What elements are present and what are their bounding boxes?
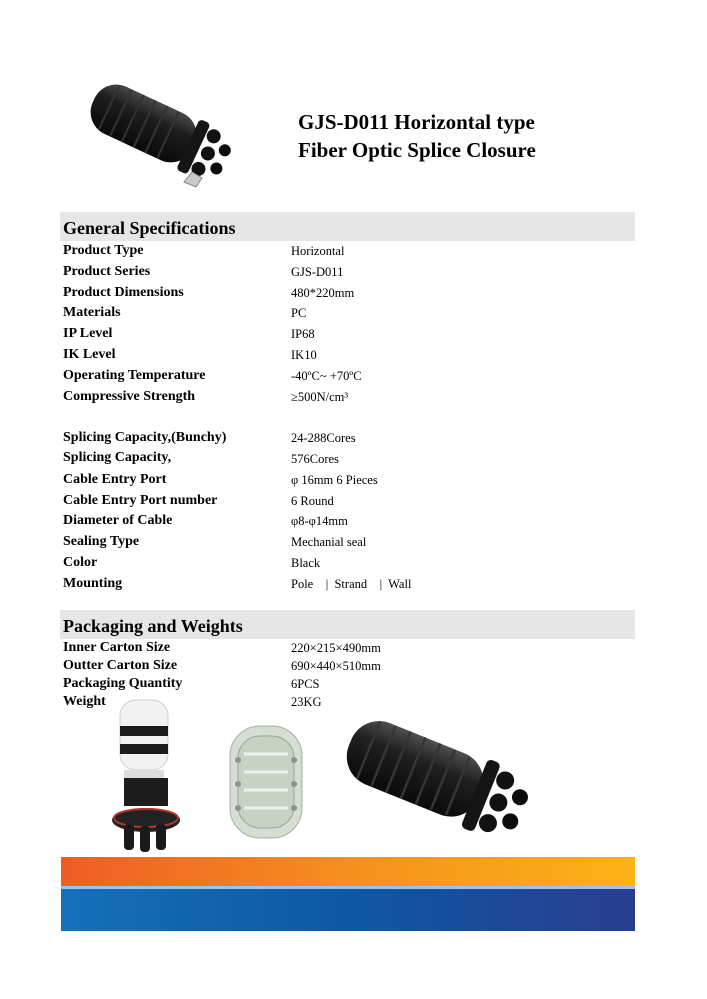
spec-label: Sealing Type bbox=[63, 534, 140, 549]
spec-value: ≥500N/cm³ bbox=[291, 390, 349, 404]
spec-label: IK Level bbox=[63, 347, 116, 362]
spec-value: 6PCS bbox=[291, 677, 320, 691]
spec-value: IP68 bbox=[291, 327, 315, 341]
title-line-2: Fiber Optic Splice Closure bbox=[298, 138, 536, 162]
spec-value: 24-288Cores bbox=[291, 431, 356, 445]
spec-label: Diameter of Cable bbox=[63, 513, 173, 528]
spec-value: -40ºC~ +70ºC bbox=[291, 369, 362, 383]
spec-label: IP Level bbox=[63, 326, 113, 341]
product-photo-closure-top bbox=[76, 82, 236, 197]
spec-value: 576Cores bbox=[291, 452, 339, 466]
spec-label: Weight bbox=[63, 694, 106, 709]
product-photo-closure-large bbox=[335, 716, 535, 851]
spec-label: Splicing Capacity,(Bunchy) bbox=[63, 430, 227, 445]
spec-label: Packaging Quantity bbox=[63, 676, 183, 691]
spec-value: PC bbox=[291, 306, 307, 320]
spec-value: φ 16mm 6 Pieces bbox=[291, 473, 378, 487]
footer-banner-orange bbox=[61, 857, 635, 888]
spec-label: Color bbox=[63, 555, 98, 570]
spec-value: 6 Round bbox=[291, 494, 334, 508]
spec-value: 23KG bbox=[291, 695, 322, 709]
spec-value: 220×215×490mm bbox=[291, 641, 381, 655]
spec-label: Inner Carton Size bbox=[63, 640, 171, 655]
spec-value: Mechanial seal bbox=[291, 535, 367, 549]
product-photo-splice-trays bbox=[224, 720, 308, 845]
footer-banner-highlight bbox=[61, 886, 635, 889]
product-photo-interior-white bbox=[108, 698, 183, 858]
packaging-weights-header bbox=[60, 610, 635, 639]
footer-banner-blue bbox=[61, 886, 635, 931]
spec-label: Outter Carton Size bbox=[63, 658, 178, 673]
spec-value: 480*220mm bbox=[291, 286, 355, 300]
spec-value: IK10 bbox=[291, 348, 317, 362]
title-line-1: GJS-D011 Horizontal type bbox=[298, 110, 535, 134]
general-specifications-header bbox=[60, 212, 635, 241]
packaging-weights-heading: Packaging and Weights bbox=[63, 616, 243, 636]
spec-value: Pole | Strand | Wall bbox=[291, 577, 412, 591]
spec-label: Product Series bbox=[63, 264, 151, 279]
spec-label: Splicing Capacity, bbox=[63, 450, 172, 465]
general-specifications-heading: General Specifications bbox=[63, 218, 236, 238]
spec-value: GJS-D011 bbox=[291, 265, 344, 279]
spec-label: Cable Entry Port number bbox=[63, 493, 218, 508]
spec-label: Operating Temperature bbox=[63, 368, 206, 383]
spec-label: Product Dimensions bbox=[63, 285, 184, 300]
spec-value: 690×440×510mm bbox=[291, 659, 381, 673]
spec-value: Horizontal bbox=[291, 244, 345, 258]
spec-label: Compressive Strength bbox=[63, 389, 196, 404]
spec-label: Cable Entry Port bbox=[63, 472, 167, 487]
product-title bbox=[298, 108, 658, 164]
spec-value: φ8-φ14mm bbox=[291, 514, 348, 528]
spec-label: Mounting bbox=[63, 576, 123, 591]
spec-label: Materials bbox=[63, 305, 121, 320]
spec-label: Product Type bbox=[63, 243, 144, 258]
spec-value: Black bbox=[291, 556, 321, 570]
